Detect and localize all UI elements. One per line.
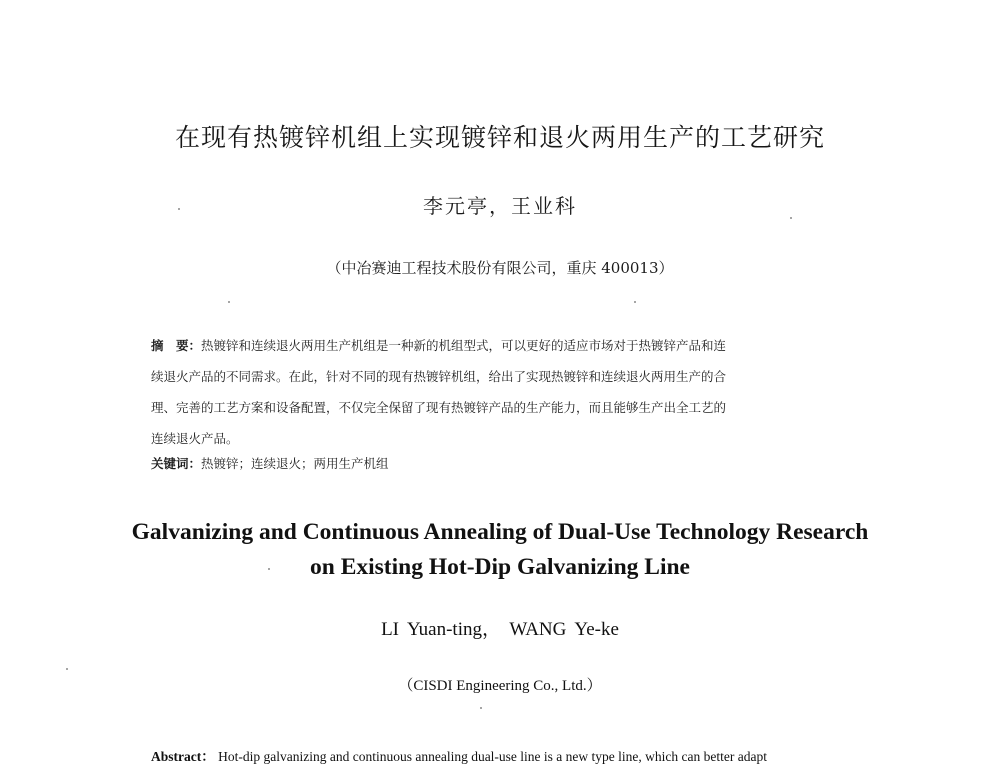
scan-speck <box>268 568 270 570</box>
chinese-authors: 李元亭，王业科 <box>423 194 577 218</box>
english-title-line-1: Galvanizing and Continuous Annealing of Dual-Use Technology Research <box>131 519 869 545</box>
scan-speck <box>790 217 792 219</box>
english-title <box>0 515 1000 585</box>
chinese-keywords <box>151 454 863 472</box>
chinese-abstract-line: 连续退火产品。 <box>151 431 239 446</box>
chinese-abstract-line: 续退火产品的不同需求。在此，针对不同的现有热镀锌机组，给出了实现热镀锌和连续退火两用生产的合 <box>151 369 727 384</box>
chinese-keywords-label: 关键词： <box>151 456 202 471</box>
chinese-abstract-label: 摘 要： <box>151 338 202 353</box>
chinese-abstract-line: 理、完善的工艺方案和设备配置，不仅完全保留了现有热镀锌产品的生产能力，而且能够生产出全工艺的 <box>151 400 727 415</box>
scan-speck <box>66 668 68 670</box>
chinese-abstract <box>151 330 863 454</box>
chinese-title: 在现有热镀锌机组上实现镀锌和退火两用生产的工艺研究 <box>174 123 825 152</box>
scan-speck <box>634 301 636 303</box>
chinese-keywords-text: 热镀锌；连续退火；两用生产机组 <box>201 456 389 471</box>
scan-speck <box>480 707 482 709</box>
chinese-abstract-line: 摘 要：热镀锌和连续退火两用生产机组是一种新的机组型式，可以更好的适应市场对于热镀锌产品和连 <box>151 338 727 353</box>
scan-speck <box>228 301 230 303</box>
english-affiliation: （CISDI Engineering Co., Ltd.） <box>398 678 602 694</box>
english-authors: LI Yuan-ting， WANG Ye-ke <box>381 619 619 640</box>
english-abstract-label: Abstract： <box>151 749 215 764</box>
scan-speck <box>178 208 180 210</box>
english-abstract <box>151 745 863 765</box>
english-title-line-2: on Existing Hot-Dip Galvanizing Line <box>310 554 690 580</box>
chinese-affiliation: （中冶赛迪工程技术股份有限公司，重庆 400013） <box>326 259 674 277</box>
english-abstract-text: Hot-dip galvanizing and continuous annealing dual-use line is a new type line, which can better adapt <box>218 749 767 764</box>
